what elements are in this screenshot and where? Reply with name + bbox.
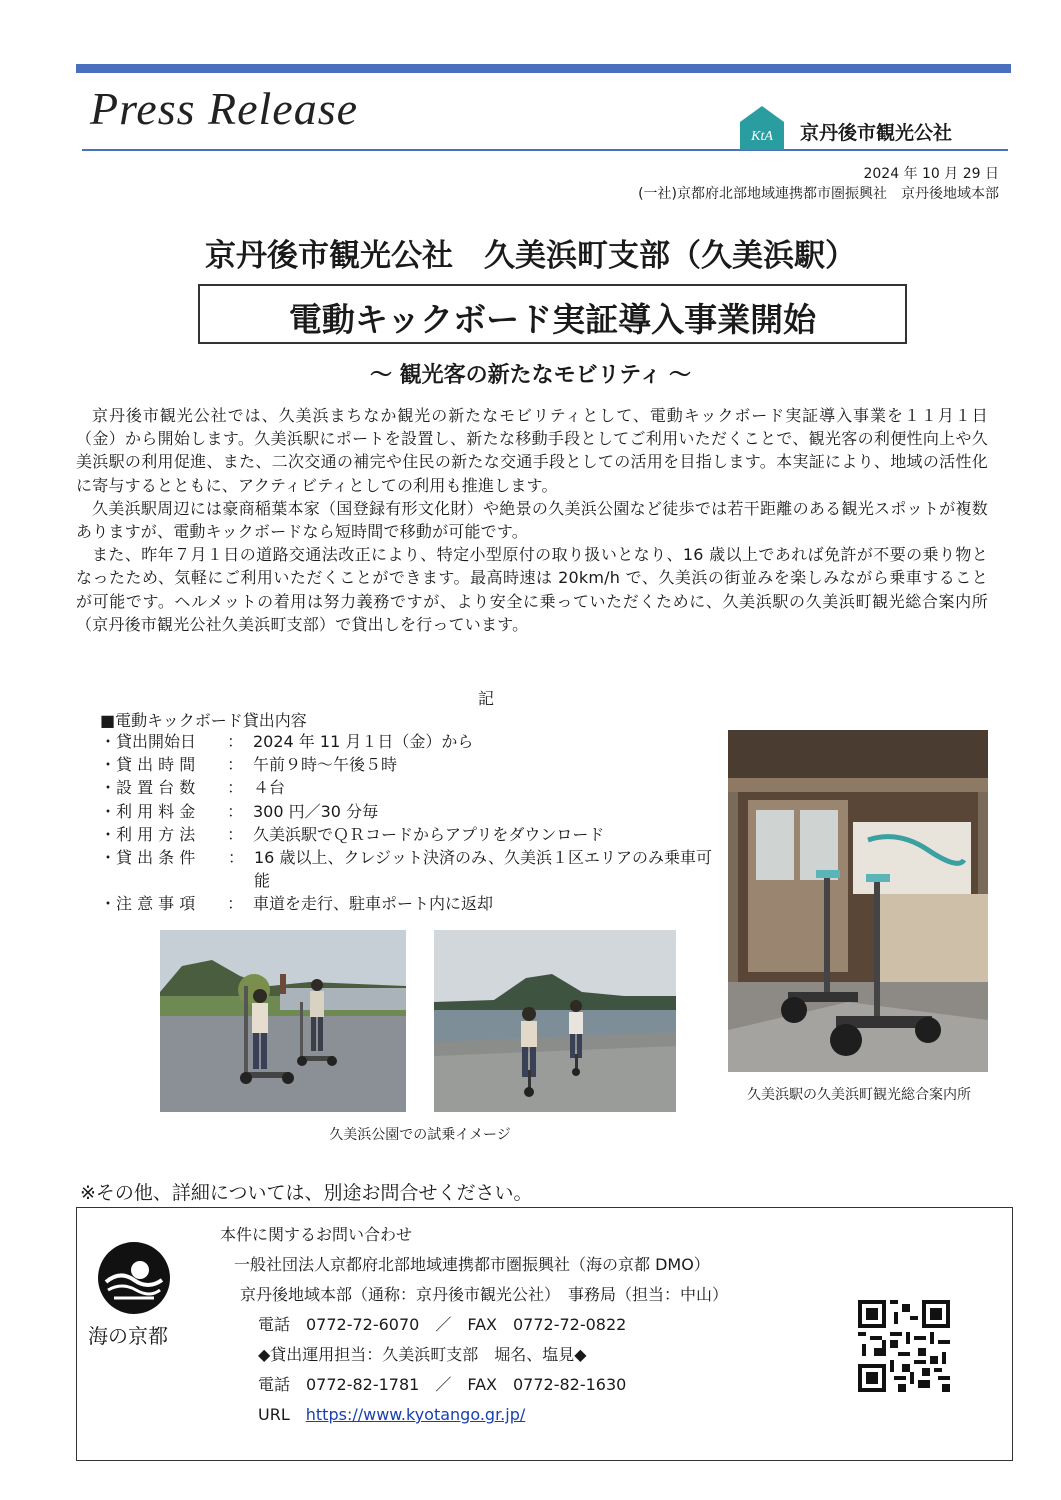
lakeside-trial-photo <box>434 930 676 1112</box>
press-release-title: Press Release <box>90 83 359 134</box>
inquiry-note: ※その他、詳細については、別途お問合せください。 <box>80 1182 533 1204</box>
details-heading: ■電動キックボード貸出内容 <box>100 711 307 730</box>
station-photo-caption: 久美浜駅の久美浜町観光総合案内所 <box>747 1087 971 1103</box>
subtitle: ～ 観光客の新たなモビリティ ～ <box>369 363 692 388</box>
qr-code-icon[interactable] <box>858 1300 950 1392</box>
ki-marker: 記 <box>478 689 495 708</box>
organization-name: 京丹後市観光公社 <box>800 122 953 144</box>
contact-org: 一般社団法人京都府北部地域連携都市圏振興社（海の京都 DMO） <box>234 1255 710 1274</box>
contact-info <box>220 1220 728 1430</box>
umi-no-kyoto-label: 海の京都 <box>88 1324 168 1348</box>
details-row: ・利 用 方 法 ： 久美浜駅でＱＲコードからアプリをダウンロード <box>100 824 605 844</box>
main-title: 電動キックボード実証導入事業開始 <box>288 300 817 339</box>
contact-url-row: URL https://www.kyotango.gr.jp/ <box>258 1405 526 1424</box>
details-row: ・利 用 料 金 ： 300 円／30 分毎 <box>100 801 379 821</box>
issuer: (一社)京都府北部地域連携都市圏振興社 京丹後地域本部 <box>638 186 999 202</box>
contact-tel-branch: 電話 0772-82-1781 ／ FAX 0772-82-1630 <box>258 1375 627 1394</box>
details-row: ・貸 出 時 間 ： 午前９時～午後５時 <box>100 755 398 775</box>
svg-text:KtA: KtA <box>751 129 773 144</box>
release-date: 2024 年 10 月 29 日 <box>863 166 999 182</box>
paragraph: また、昨年７月１日の道路交通法改正により、特定小型原付の取り扱いとなり、16 歳以上であれば免許が不要の乗り物となったため、気軽にご利用いただくことができます。最高時速は 20km/h で、久美浜の街並みを楽しみながら乗車することが可能です。ヘルメットの着用は努力義務ですが、より安全に乗っていただくために、久美浜駅の久美浜町観光総合案内所（京丹後市観光公社久美浜町支部）で貸出しを行っています。 <box>76 545 988 634</box>
contact-heading: 本件に関するお問い合わせ <box>220 1225 413 1244</box>
station-photo <box>728 730 988 1072</box>
contact-office: 京丹後地域本部（通称：京丹後市観光公社） 事務局（担当：中山） <box>240 1285 729 1304</box>
paragraph: 京丹後市観光公社では、久美浜まちなか観光の新たなモビリティとして、電動キックボード実証導入事業を１１月１日（金）から開始します。久美浜駅にポートを設置し、新たな移動手段としてご利用いただくことで、観光客の利便性向上や久美浜駅の利用促進、また、二次交通の補完や住民の新たな交通手段としての活用を目指します。本実証により、地域の活性化に寄与するとともに、アクティビティとしての利用も推進します。 <box>76 406 988 495</box>
kyotango-logo-icon <box>738 104 786 150</box>
paragraph: 久美浜駅周辺には豪商稲葉本家（国登録有形文化財）や絶景の久美浜公園など徒歩では若干距離のある観光スポットが複数ありますが、電動キックボードなら短時間で移動が可能です。 <box>76 498 988 542</box>
park-photo-caption: 久美浜公園での試乗イメージ <box>329 1127 511 1143</box>
contact-lending: ◆貸出運用担当：久美浜町支部 堀名、塩見◆ <box>258 1345 587 1364</box>
park-trial-photo <box>160 930 406 1112</box>
headline: 京丹後市観光公社 久美浜町支部（久美浜駅） <box>205 238 856 274</box>
details-list <box>100 730 720 916</box>
header-rule <box>82 149 1008 151</box>
details-row: ・貸 出 条 件 ： 16 歳以上、クレジット決済のみ、久美浜１区エリアのみ乗車可能 <box>100 848 713 891</box>
body-text <box>76 404 988 636</box>
umi-no-kyoto-logo-icon <box>96 1240 172 1316</box>
details-row: ・貸出開始日 ： 2024 年 11 月１日（金）から <box>100 732 474 751</box>
contact-tel-main: 電話 0772-72-6070 ／ FAX 0772-72-0822 <box>258 1315 627 1334</box>
details-row: ・注 意 事 項 ： 車道を走行、駐車ポート内に返却 <box>100 894 494 914</box>
details-row: ・設 置 台 数 ： ４台 <box>100 778 286 798</box>
header-bar <box>76 64 1011 73</box>
website-link[interactable]: https://www.kyotango.gr.jp/ <box>305 1405 526 1424</box>
